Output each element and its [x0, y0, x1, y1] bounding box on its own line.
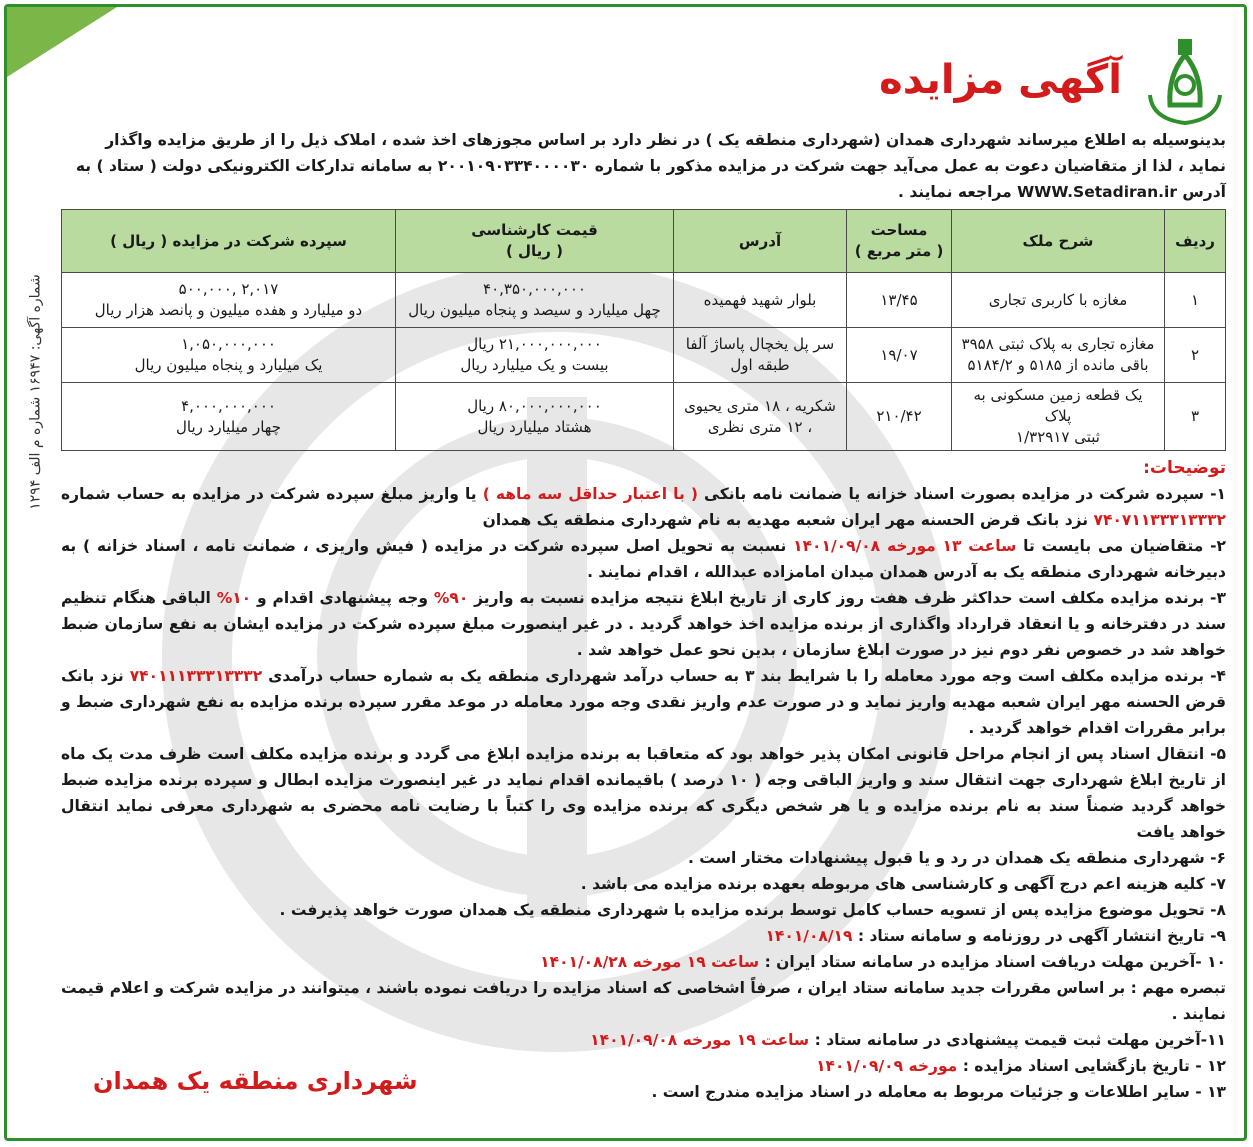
- cell-deposit-number: ۱,۰۵۰,۰۰۰,۰۰۰: [181, 335, 276, 353]
- cell-deposit: [62, 273, 396, 328]
- cell-address-line-1: سر پل یخچال پاساژ آلفا: [685, 335, 835, 353]
- header-description: شرح ملک: [952, 210, 1165, 273]
- notes-list: [61, 481, 1226, 1105]
- intro-line-2: نماید ، لذا از متقاضیان دعوت به عمل می‌آید جهت شرکت در مزایده مذکور با شماره ۲۰۰۱۰۹۰۳۳۴۰۰۰۰۳۰ به سامانه تدارکات الکترونیکی دولت ( ستاد ) به: [75, 157, 1226, 175]
- cell-description-line-1: مغازه تجاری به پلاک ثبتی ۳۹۵۸: [961, 335, 1155, 353]
- cell-price-words: هشتاد میلیارد ریال: [477, 417, 592, 436]
- cell-price: [396, 328, 674, 383]
- header-price: [396, 210, 674, 273]
- table-header-row: [62, 210, 1226, 273]
- cell-price-number: ۴۰,۳۵۰,۰۰۰,۰۰۰: [483, 280, 586, 298]
- header-address: آدرس: [674, 210, 847, 273]
- notes-heading: توضیحات:: [1143, 458, 1226, 478]
- corner-decoration: [7, 7, 117, 77]
- table-row: [62, 328, 1226, 383]
- municipality-logo: [1140, 35, 1230, 127]
- note-2-deadline: ساعت ۱۳ مورخه ۱۴۰۱/۰۹/۰۸: [793, 537, 1017, 555]
- intro-line-1: بدینوسیله به اطلاع میرساند شهرداری همدان (شهرداری منطقه یک ) در نظر دارد بر اساس مجوزهای اخذ شده ، املاک ذیل را از طریق مزایده واگذار: [105, 131, 1226, 149]
- note-7: ۷- کلیه هزینه اعم درج آگهی و کارشناسی های مربوطه بعهده برنده مزایده می باشد .: [580, 875, 1226, 893]
- header-deposit: سپرده شرکت در مزایده ( ریال ): [62, 210, 396, 273]
- cell-price-words: چهل میلیارد و سیصد و پنجاه میلیون ریال: [408, 301, 661, 319]
- note-13: ۱۳ - سایر اطلاعات و جزئیات مربوط به معامله در اسناد مزایده مندرج است .: [651, 1083, 1226, 1101]
- note-4-account-number: ۷۴۰۱۱۱۳۳۳۱۳۳۳۲: [129, 667, 263, 685]
- intro-line-3: [61, 179, 1226, 205]
- note-2-text-a: ۲- متقاضیان می بایست تا: [1023, 537, 1226, 555]
- cell-deposit-number: ۲,۰۱۷ ,۵۰۰,۰۰۰: [178, 280, 279, 298]
- note-6: ۶- شهرداری منطقه یک همدان در رد و یا قبول پیشنهادات مختار است .: [688, 849, 1226, 867]
- note-3-percent-10: ۱۰%: [216, 589, 252, 607]
- cell-price: [396, 273, 674, 328]
- cell-address-line-1: بلوار شهید فهمیده: [703, 290, 817, 309]
- footer-signature: شهرداری منطقه یک همدان: [93, 1067, 418, 1095]
- note-4: [61, 663, 1226, 741]
- note-1-highlight: ( با اعتبار حداقل سه ماهه ): [482, 485, 698, 503]
- setadiran-link[interactable]: WWW.Setadiran.ir: [1017, 183, 1177, 201]
- note-1-text-a: ۱- سپرده شرکت در مزایده بصورت اسناد خزانه یا ضمانت نامه بانکی: [704, 485, 1226, 503]
- note-12-date: مورخه ۱۴۰۱/۰۹/۰۹: [816, 1057, 958, 1075]
- cell-deposit: [62, 328, 396, 383]
- note-3-text-c: الباقی هنگام تنظیم سند در دفترخانه و یا انعقاد قرارداد واگذاری از برنده مزایده اخذ خواهد گردید . در غیر اینصورت مبلغ سپرده شرکت در مزایده ایشان به نفع سازمان ضبط خواهد شد در خصوص نفر دوم نیز در صورت ابلاغ سازمان ، بدین نحو عمل خواهد شد .: [61, 589, 1226, 659]
- note-9-text: ۹- تاریخ انتشار آگهی در روزنامه و سامانه ستاد :: [857, 927, 1226, 945]
- note-9-date: ۱۴۰۱/۰۸/۱۹: [765, 927, 853, 945]
- note-3-text-b: وجه پیشنهادی اقدام و: [257, 589, 428, 607]
- cell-deposit: [62, 383, 396, 451]
- note-5: ۵- انتقال اسناد پس از انجام مراحل قانونی امکان پذیر خواهد بود که متعاقبا به برنده مزایده ابلاغ می گردد و برنده مزایده مکلف است ظرف مدت یک ماه از تاریخ ابلاغ شهرداری جهت انتقال سند و واریز الباقی وجه ( ۱۰ درصد ) باقیمانده اقدام نماید در غیر اینصورت مزایده ابطال و سپرده برنده مزایده ضبط خواهد گردید ضمناً سند به نام برنده مزایده و یا هر شخص دیگری که برنده مزایده وی را کتباً با رضایت نامه محضری به شهرداری معرفی نماید انتقال خواهد یافت: [61, 745, 1226, 841]
- ad-content: [61, 127, 1226, 1105]
- note-10: [61, 949, 1226, 975]
- cell-description: [952, 383, 1165, 451]
- cell-description-line-2: ثبتی ۱/۳۲۹۱۷: [1016, 428, 1100, 446]
- properties-table: [61, 209, 1226, 451]
- table-row: [62, 383, 1226, 451]
- cell-description: [952, 328, 1165, 383]
- cell-description-line-2: باقی مانده از ۵۱۸۵ و ۵۱۸۴/۲: [967, 356, 1149, 374]
- cell-deposit-words: یک میلیارد و پنجاه میلیون ریال: [134, 356, 323, 374]
- cell-area: ۱۹/۰۷: [847, 328, 952, 383]
- cell-row-number: ۲: [1165, 328, 1226, 383]
- intro-line-3-suffix: مراجعه نمایند .: [898, 183, 1012, 201]
- cell-area: ۲۱۰/۴۲: [847, 383, 952, 451]
- note-3-percent-90: ۹۰%: [433, 589, 469, 607]
- note-1-account-number: ۷۴۰۷۱۱۳۳۳۱۳۳۳۲: [1093, 511, 1226, 529]
- cell-price: [396, 383, 674, 451]
- intro-address-label: آدرس: [1182, 183, 1226, 201]
- ad-frame: [4, 4, 1247, 1141]
- side-note-text: شماره آگهی: ۱۶۹۴۷ شماره م الف ۱۲۹۴: [28, 274, 45, 510]
- cell-address-line-2: ، ۱۲ متری نظری: [707, 417, 813, 436]
- cell-row-number: ۳: [1165, 383, 1226, 451]
- header-row-number: ردیف: [1165, 210, 1226, 273]
- cell-price-words: بیست و یک میلیارد ریال: [460, 356, 609, 374]
- note-8: ۸- تحویل موضوع مزایده پس از تسویه حساب کامل توسط برنده مزایده با شهرداری منطقه یک همدان صورت خواهد پذیرفت .: [279, 901, 1226, 919]
- cell-deposit-number: ۴,۰۰۰,۰۰۰,۰۰۰: [181, 396, 276, 415]
- header-price-line-2: ( ریال ): [505, 242, 564, 260]
- cell-address: [674, 383, 847, 451]
- note-11: [61, 1027, 1226, 1053]
- note-3: [61, 585, 1226, 663]
- cell-address: [674, 273, 847, 328]
- table-row: [62, 273, 1226, 328]
- header-price-line-1: قیمت کارشناسی: [471, 221, 598, 239]
- note-9: [61, 923, 1226, 949]
- note-1: [61, 481, 1226, 533]
- cell-address: [674, 328, 847, 383]
- header-area-line-2: ( متر مربع ): [854, 242, 944, 260]
- cell-price-number: ۲۱,۰۰۰,۰۰۰,۰۰۰ ریال: [467, 335, 602, 353]
- ad-title: آگهی مزایده: [879, 57, 1122, 103]
- cell-row-number: ۱: [1165, 273, 1226, 328]
- note-1-text-b: یا واریز مبلغ سپرده شرکت در مزایده به حساب شماره: [61, 485, 477, 503]
- intro-paragraph: [61, 127, 1226, 205]
- note-4-text-a: ۴- برنده مزایده مکلف است وجه مورد معامله را با شرایط بند ۳ به حساب درآمد شهرداری منطقه یک به شماره حساب درآمدی: [268, 667, 1226, 685]
- cell-area: ۱۳/۴۵: [847, 273, 952, 328]
- cell-address-line-2: طبقه اول: [730, 356, 790, 374]
- cell-address-line-1: شکریه ، ۱۸ متری یحیوی: [684, 396, 836, 415]
- cell-description-line-1: یک قطعه زمین مسکونی به پلاک: [973, 386, 1143, 425]
- note-4-text-b: نزد بانک قرض الحسنه مهر ایران شعبه مهدیه واریز نماید و در صورت عدم واریز نقدی وجه مورد معامله در موعد مقرر سپرده برنده مزایده به نفع شهرداری ضبط و برابر مقررات اقدام خواهد گردید .: [61, 667, 1226, 737]
- note-2: [61, 533, 1226, 585]
- note-11-deadline: ساعت ۱۹ مورخه ۱۴۰۱/۰۹/۰۸: [590, 1031, 810, 1049]
- cell-price-number: ۸۰,۰۰۰,۰۰۰,۰۰۰ ریال: [467, 396, 602, 415]
- important-note: تبصره مهم : بر اساس مقررات جدید سامانه ستاد ایران ، صرفاً اشخاصی که اسناد مزایده را دریافت نموده باشند ، میتوانند در مزایده شرکت و اعلام قیمت نمایند .: [61, 979, 1226, 1023]
- note-3-text-a: ۳- برنده مزایده مکلف است حداکثر ظرف هفت روز کاری از تاریخ ابلاغ نتیجه مزایده نسبت به واریز: [474, 589, 1226, 607]
- cell-description-line-1: مغازه با کاربری تجاری: [988, 290, 1128, 309]
- note-2-text-b: نسبت به تحویل اصل سپرده شرکت در مزایده ( فیش واریزی ، ضمانت نامه ، اسناد خزانه ) به دبیرخانه شهرداری منطقه یک به آدرس همدان میدان امامزاده عبدالله ، اقدام نمایند .: [61, 537, 1226, 581]
- note-12-text: ۱۲ - تاریخ بازگشایی اسناد مزایده :: [962, 1057, 1226, 1075]
- header-area-line-1: مساحت: [870, 221, 928, 239]
- cell-deposit-words: چهار میلیارد ریال: [176, 417, 281, 436]
- note-10-text: ۱۰ -آخرین مهلت دریافت اسناد مزایده در سامانه ستاد ایران :: [764, 953, 1226, 971]
- note-10-deadline: ساعت ۱۹ مورخه ۱۴۰۱/۰۸/۲۸: [540, 953, 760, 971]
- header-area: [847, 210, 952, 273]
- note-1-text-c: نزد بانک قرض الحسنه مهر ایران شعبه مهدیه به نام شهرداری منطقه یک همدان: [482, 511, 1089, 529]
- cell-description: [952, 273, 1165, 328]
- ad-number-side-note: [21, 157, 51, 627]
- note-11-text: ۱۱-آخرین مهلت ثبت قیمت پیشنهادی در سامانه ستاد :: [814, 1031, 1226, 1049]
- cell-deposit-words: دو میلیارد و هفده میلیون و پانصد هزار ریال: [94, 301, 363, 319]
